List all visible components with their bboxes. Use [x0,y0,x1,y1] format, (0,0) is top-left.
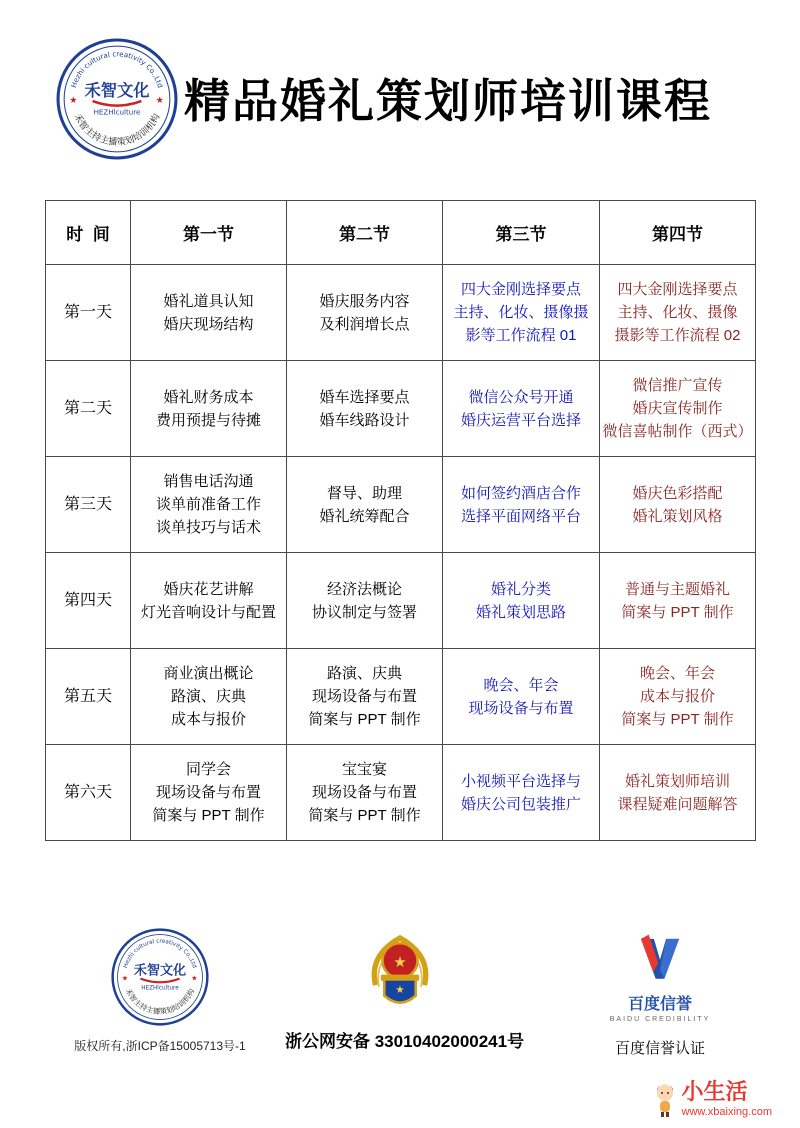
logo-ring-top-text: Hezhi cultural creativity Co.,Ltd [68,49,166,89]
course-cell: 经济法概论 协议制定与签署 [287,553,443,649]
svg-text:★: ★ [395,984,405,996]
course-cell: 路演、庆典 现场设备与布置 简案与 PPT 制作 [287,649,443,745]
company-logo-icon [111,928,209,1026]
logo-star-left-icon: ★ [69,96,78,107]
table-row [46,745,756,841]
police-badge-icon [365,930,435,1014]
course-cell: 商业演出概论 路演、庆典 成本与报价 [131,649,287,745]
day-label: 第四天 [46,553,131,649]
day-label: 第二天 [46,361,131,457]
logo-name-cn: 禾智文化 [133,963,187,979]
logo-name-cn: 禾智文化 [84,80,150,100]
course-cell: 销售电话沟通 谈单前准备工作 谈单技巧与话术 [131,457,287,553]
police-registration-text: 浙公网安备 33010402000241号 [285,1032,525,1051]
table-row [46,361,756,457]
copyright-text: 版权所有,浙ICP备15005713号-1 [74,1039,246,1053]
day-label: 第五天 [46,649,131,745]
course-cell: 婚礼道具认知 婚庆现场结构 [131,265,287,361]
course-cell: 婚庆服务内容 及利润增长点 [287,265,443,361]
course-cell: 宝宝宴 现场设备与布置 简案与 PPT 制作 [287,745,443,841]
course-cell: 微信推广宣传 婚庆宣传制作 微信喜帖制作（西式） [600,361,756,457]
course-cell: 小视频平台选择与 婚庆公司包装推广 [443,745,600,841]
course-cell: 督导、助理 婚礼统筹配合 [287,457,443,553]
day-label: 第一天 [46,265,131,361]
table-row [46,553,756,649]
column-header: 第一节 [131,201,287,265]
column-header: 时 间 [46,201,131,265]
column-header: 第四节 [600,201,756,265]
course-cell: 四大金刚选择要点 主持、化妆、摄像 摄影等工作流程 02 [600,265,756,361]
logo-star-right-icon: ★ [155,96,164,107]
course-cell: 微信公众号开通 婚庆运营平台选择 [443,361,600,457]
course-cell: 婚礼分类 婚礼策划思路 [443,553,600,649]
day-label: 第六天 [46,745,131,841]
column-header: 第三节 [443,201,600,265]
baidu-cert-label: 百度信誉认证 [614,1040,705,1057]
table-row [46,265,756,361]
logo-star-left-icon: ★ [121,973,129,983]
course-table [45,200,756,841]
watermark-site-name: 小生活 [681,1079,748,1104]
watermark [652,1080,772,1118]
logo-name-en: HEZHlculture [93,107,141,117]
course-cell: 婚庆花艺讲解 灯光音响设计与配置 [131,553,287,649]
watermark-url: www.xbaixing.com [681,1106,772,1118]
course-cell: 婚礼策划师培训 课程疑难问题解答 [600,745,756,841]
logo-ring-bottom-text: 禾智主持主播策划培训机构 [123,987,197,1016]
course-cell: 同学会 现场设备与布置 简案与 PPT 制作 [131,745,287,841]
baidu-credibility-icon [633,932,687,984]
table-header-row [46,201,756,265]
footer-copyright-block [55,928,265,1054]
course-cell: 晚会、年会 成本与报价 简案与 PPT 制作 [600,649,756,745]
table-row [46,649,756,745]
course-cell: 婚车选择要点 婚车线路设计 [287,361,443,457]
baidu-sub-text: BAIDU CREDIBILITY [609,1016,711,1023]
logo-ring-top-text: Hezhi cultural creativity Co.,Ltd [122,938,198,970]
footer-police-block [285,930,525,1052]
logo-name-en: HEZHlculture [141,985,179,992]
company-logo-icon [56,38,178,160]
column-header: 第二节 [287,201,443,265]
page-title: 精品婚礼策划师培训课程 [184,74,712,128]
course-cell: 四大金刚选择要点 主持、化妆、摄像摄 影等工作流程 01 [443,265,600,361]
logo-star-right-icon: ★ [191,973,198,983]
logo-ring-bottom-text: 禾智主持主播策划培训机构 [71,112,163,148]
day-label: 第三天 [46,457,131,553]
table-body [46,265,756,841]
course-cell: 婚庆色彩搭配 婚礼策划风格 [600,457,756,553]
baidu-name-text: 百度信誉 [627,996,692,1013]
course-cell: 如何签约酒店合作 选择平面网络平台 [443,457,600,553]
footer-baidu-block [585,932,735,1058]
svg-text:★: ★ [393,952,407,971]
watermark-character-icon [652,1082,678,1118]
table-row [46,457,756,553]
course-cell: 晚会、年会 现场设备与布置 [443,649,600,745]
course-cell: 婚礼财务成本 费用预提与待摊 [131,361,287,457]
course-cell: 普通与主题婚礼 简案与 PPT 制作 [600,553,756,649]
